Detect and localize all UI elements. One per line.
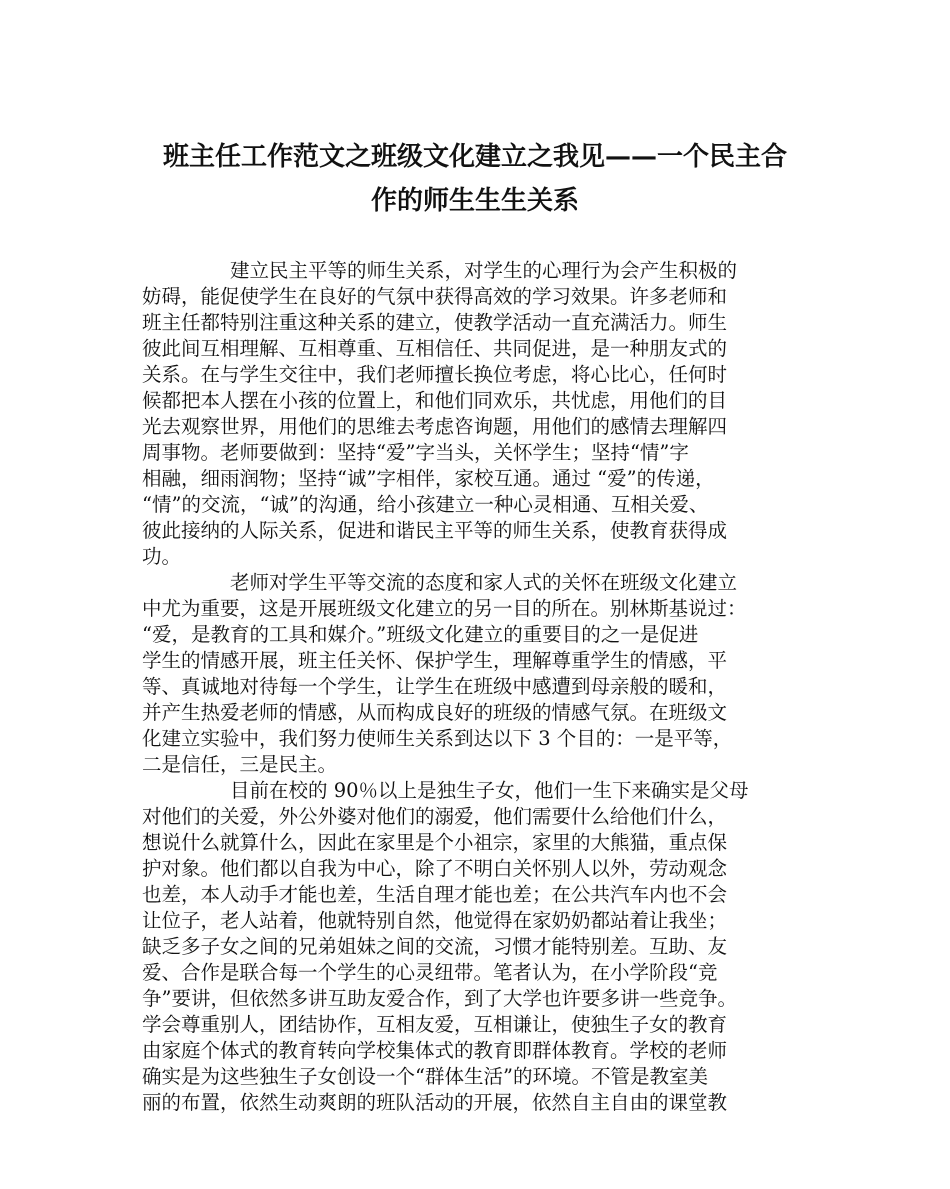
text-line: 争”要讲，但依然多讲互助友爱合作，到了大学也许要多讲一些竞争。: [142, 987, 737, 1010]
text-line: 并产生热爱老师的情感，从而构成良好的班级的情感气氛。在班级文: [142, 701, 728, 724]
title-line: 班主任工作范文之班级文化建立之我见——一个民主合: [162, 142, 787, 172]
text-line: 彼此接纳的人际关系，促进和谐民主平等的师生关系，使教育获得成: [142, 519, 728, 542]
title-line: 作的师生生生关系: [370, 186, 579, 216]
text-line: 光去观察世界，用他们的思维去考虑咨询题，用他们的感情去理解四: [142, 415, 728, 438]
paragraph-3: [142, 778, 812, 1116]
text-line: 功。: [142, 545, 182, 568]
text-line: “情”的交流，“诚”的沟通，给小孩建立一种心灵相通、互相关爱、: [142, 493, 709, 516]
text-line: 也差，本人动手才能也差，生活自理才能也差；在公共汽车内也不会: [142, 883, 728, 906]
text-line: 妨碍，能促使学生在良好的气氛中获得高效的学习效果。许多老师和: [142, 285, 728, 308]
text-line: 让位子，老人站着，他就特别自然，他觉得在家奶奶都站着让我坐；: [142, 909, 728, 932]
text-line: 周事物。老师要做到：坚持“爱”字当头，关怀学生；坚持“情”字: [142, 441, 689, 464]
document-title: [120, 135, 830, 223]
text-line: 彼此间互相理解、互相尊重、互相信任、共同促进，是一种朋友式的: [142, 337, 728, 360]
text-line: 丽的布置，依然生动爽朗的班队活动的开展，依然自主自由的课堂教: [142, 1091, 728, 1114]
text-line: 学生的情感开展，班主任关怀、保护学生，理解尊重学生的情感，平: [142, 649, 728, 672]
text-line: 中尤为重要，这是开展班级文化建立的另一目的所在。别林斯基说过：: [142, 597, 747, 620]
paragraph-1: [142, 258, 812, 570]
text-line: 学会尊重别人，团结协作，互相友爱，互相谦让，使独生子女的教育: [142, 1013, 728, 1036]
text-line: 由家庭个体式的教育转向学校集体式的教育即群体教育。学校的老师: [142, 1039, 728, 1062]
text-line: 对他们的关爱，外公外婆对他们的溺爱，他们需要什么给他们什么，: [142, 805, 728, 828]
text-line: 相融，细雨润物；坚持“诚”字相伴，家校互通。通过 “爱”的传递，: [142, 467, 715, 490]
text-line: 班主任都特别注重这种关系的建立，使教学活动一直充满活力。师生: [142, 311, 728, 334]
paragraph-2: [142, 570, 812, 778]
text-line: 二是信任，三是民主。: [142, 753, 338, 776]
text-line: 护对象。他们都以自我为中心，除了不明白关怀别人以外，劳动观念: [142, 857, 728, 880]
text-line: 老师对学生平等交流的态度和家人式的关怀在班级文化建立: [230, 571, 738, 594]
text-line: “爱，是教育的工具和媒介。”班级文化建立的重要目的之一是促进: [142, 623, 699, 646]
text-line: 确实是为这些独生子女创设一个“群体生活”的环境。不管是教室美: [142, 1065, 708, 1088]
text-line: 建立民主平等的师生关系，对学生的心理行为会产生积极的: [230, 259, 738, 282]
text-line: 化建立实验中，我们努力使师生关系到达以下 3 个目的：一是平等，: [142, 727, 733, 750]
text-line: 目前在校的 90％以上是独生子女，他们一生下来确实是父母: [230, 779, 749, 802]
text-line: 等、真诚地对待每一个学生，让学生在班级中感遭到母亲般的暖和，: [142, 675, 728, 698]
text-line: 缺乏多子女之间的兄弟姐妹之间的交流，习惯才能特别差。互助、友: [142, 935, 728, 958]
text-line: 爱、合作是联合每一个学生的心灵纽带。笔者认为，在小学阶段“竞: [142, 961, 718, 984]
text-line: 关系。在与学生交往中，我们老师擅长换位考虑，将心比心，任何时: [142, 363, 728, 386]
text-line: 想说什么就算什么，因此在家里是个小祖宗，家里的大熊猫，重点保: [142, 831, 728, 854]
text-line: 候都把本人摆在小孩的位置上，和他们同欢乐，共忧虑，用他们的目: [142, 389, 728, 412]
document-body: [142, 258, 812, 1116]
